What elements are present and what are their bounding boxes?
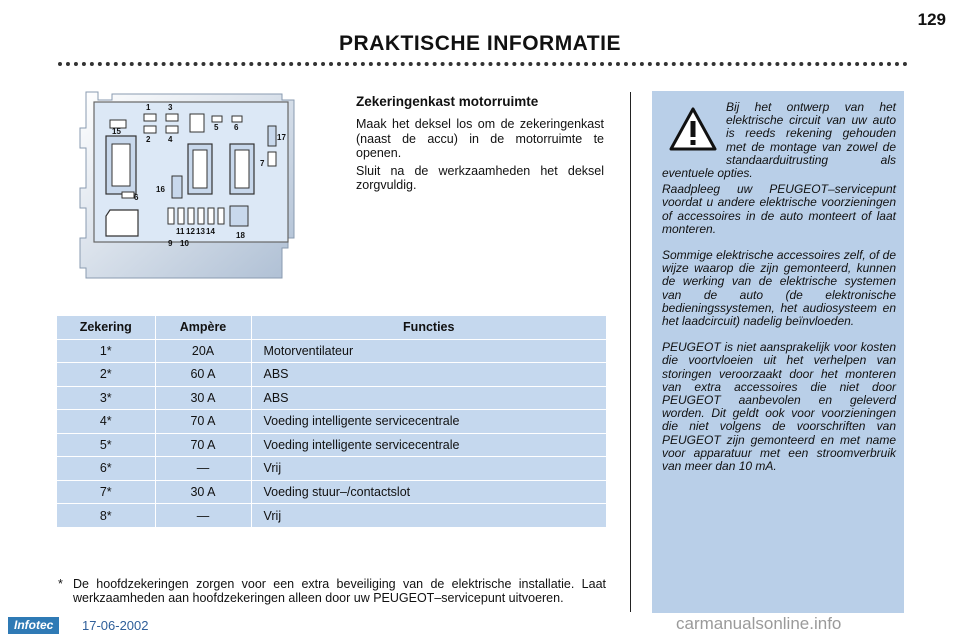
diagram-label: 2 <box>146 135 151 144</box>
cell-amp: 70 A <box>155 433 251 457</box>
diagram-label: 13 <box>196 227 205 236</box>
diagram-label: 18 <box>236 231 245 240</box>
footnote-marker: * <box>58 577 63 591</box>
header-zekering: Zekering <box>57 316 155 339</box>
warning-panel <box>652 91 904 613</box>
cell-amp: 20A <box>155 339 251 363</box>
cell-fuse: 6* <box>57 457 155 481</box>
cell-function: Voeding stuur–/contactslot <box>251 480 606 504</box>
diagram-label: 12 <box>186 227 195 236</box>
section-body <box>356 117 604 196</box>
diagram-label: 5 <box>214 123 219 132</box>
section-paragraph: Maak het deksel los om de zekeringenkast (naast de accu) in de motorruimte te openen. <box>356 117 604 160</box>
diagram-label: 6 <box>134 193 139 202</box>
cell-amp: 60 A <box>155 363 251 387</box>
table-row <box>57 433 606 457</box>
brand-logo: Infotec <box>8 617 59 634</box>
table-row <box>57 339 606 363</box>
cell-function: ABS <box>251 386 606 410</box>
section-paragraph: Sluit na de werkzaamheden het deksel zorgvuldig. <box>356 163 604 192</box>
cell-function: Motorventilateur <box>251 339 606 363</box>
warning-paragraph: Raadpleeg uw PEUGEOT–servicepunt voordat u andere elektrische voorzieningen of accessoires in de auto monteert of laat monteren. <box>662 182 896 236</box>
cell-fuse: 1* <box>57 339 155 363</box>
cell-amp: — <box>155 457 251 481</box>
diagram-label: 9 <box>168 239 173 248</box>
fuse-box-diagram <box>72 88 302 288</box>
footnote <box>58 577 606 605</box>
table-row <box>57 410 606 434</box>
table-row <box>57 457 606 481</box>
fuse-table <box>57 316 606 527</box>
table-row <box>57 504 606 528</box>
section-heading: Zekeringenkast motorruimte <box>356 94 539 109</box>
table-row <box>57 386 606 410</box>
page-number: 129 <box>917 10 946 29</box>
cell-fuse: 8* <box>57 504 155 528</box>
page-title: PRAKTISCHE INFORMATIE <box>339 32 621 55</box>
column-divider <box>630 92 631 612</box>
diagram-label: 15 <box>112 127 121 136</box>
table-row <box>57 363 606 387</box>
diagram-label: 7 <box>260 159 265 168</box>
header-functies: Functies <box>251 316 606 339</box>
cell-fuse: 3* <box>57 386 155 410</box>
cell-amp: — <box>155 504 251 528</box>
cell-function: Voeding intelligente servicecentrale <box>251 433 606 457</box>
warning-paragraph: PEUGEOT is niet aansprakelijk voor kosten die voortvloeien uit het verhelpen van storingen veroorzaakt door het monteren van extra accessoires die niet door PEUGEOT aanbevolen en geleverd worden. Dit geldt ook voor voorzieningen die niet volgens de voorschriften van PEUGEOT zijn gemonteerd en met name voor apparatuur met een stroomverbruik van meer dan 10 mA. <box>662 340 896 474</box>
table-header-row <box>57 316 606 339</box>
diagram-label: 3 <box>168 103 173 112</box>
cell-function: Voeding intelligente servicecentrale <box>251 410 606 434</box>
diagram-label: 11 <box>176 227 185 236</box>
cell-fuse: 4* <box>57 410 155 434</box>
footnote-text: De hoofdzekeringen zorgen voor een extra beveiliging van de elektrische installatie. Laat werkzaamheden aan hoofdzekeringen alleen door uw PEUGEOT–servicepunt uitvoeren. <box>73 577 606 605</box>
header-ampere: Ampère <box>155 316 251 339</box>
title-divider <box>58 62 908 68</box>
warning-paragraph: Sommige elektrische accessoires zelf, of de wijze waarop die zijn gemonteerd, kunnen de werking van de elektrische systemen van de auto (de elektronische bedieningssystemen, het audiosysteem en het laadcircuit) nadelig beïnvloeden. <box>662 248 896 329</box>
cell-amp: 30 A <box>155 386 251 410</box>
cell-fuse: 5* <box>57 433 155 457</box>
table-row <box>57 480 606 504</box>
cell-fuse: 7* <box>57 480 155 504</box>
diagram-label: 10 <box>180 239 189 248</box>
cell-amp: 30 A <box>155 480 251 504</box>
cell-function: ABS <box>251 363 606 387</box>
cell-function: Vrij <box>251 504 606 528</box>
warning-triangle-icon <box>668 105 718 155</box>
cell-amp: 70 A <box>155 410 251 434</box>
diagram-label: 4 <box>168 135 173 144</box>
diagram-label: 14 <box>206 227 215 236</box>
diagram-label: 1 <box>146 103 151 112</box>
cell-function: Vrij <box>251 457 606 481</box>
print-date: 17-06-2002 <box>82 618 149 633</box>
warning-paragraph: Bij het ontwerp van het elektrische circuit van uw auto is reeds rekening gehouden met de montage van zowel de standaarduitrusting als eventuele opties. <box>662 100 896 181</box>
diagram-label: 16 <box>156 185 165 194</box>
cell-fuse: 2* <box>57 363 155 387</box>
diagram-label: 6 <box>234 123 239 132</box>
watermark: carmanualsonline.info <box>676 614 842 633</box>
diagram-label: 17 <box>277 133 286 142</box>
